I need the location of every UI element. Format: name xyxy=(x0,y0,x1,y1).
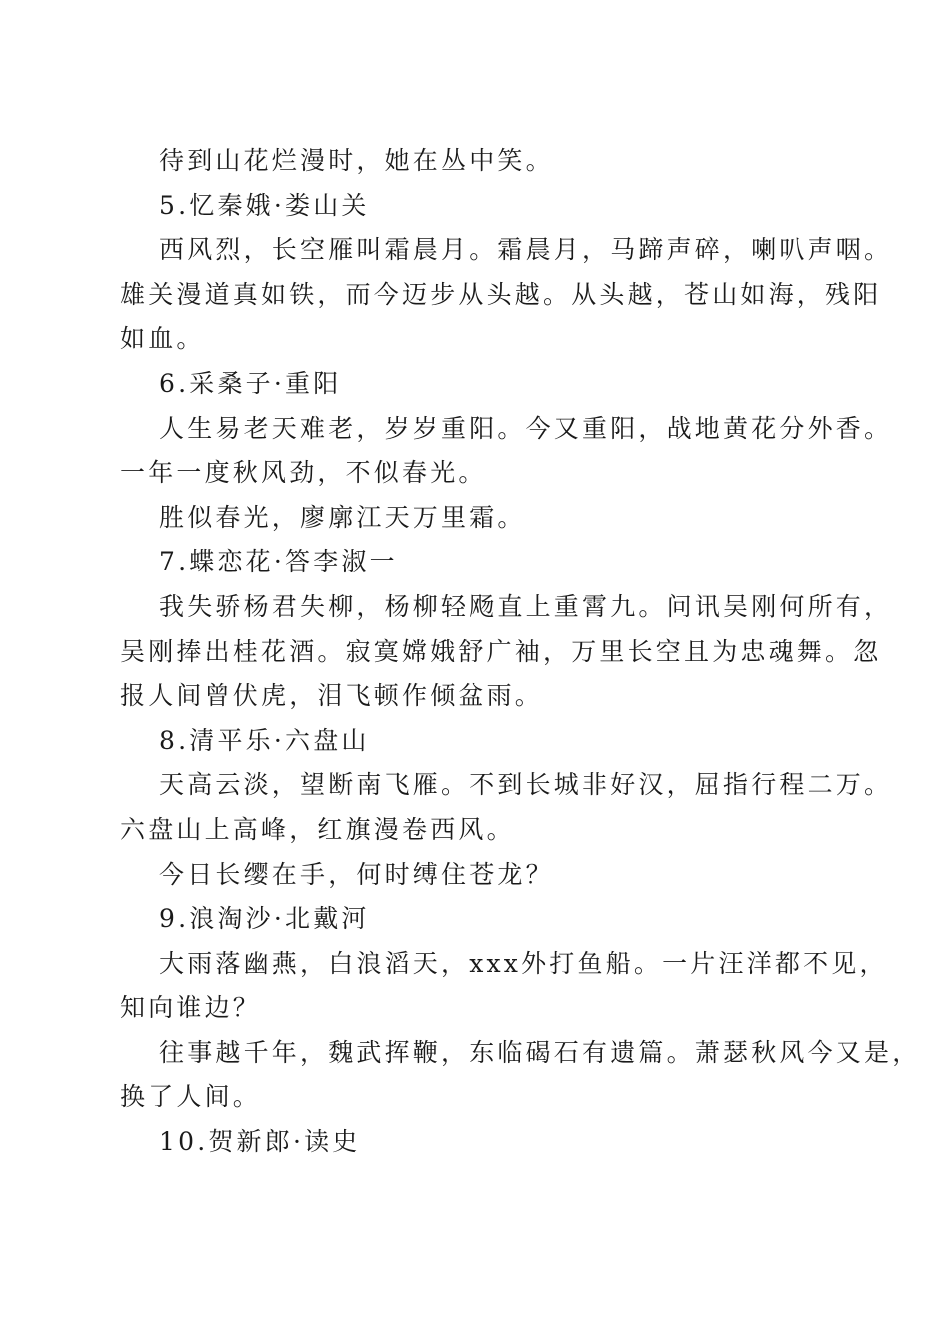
poem-line: 往事越千年，魏武挥鞭，东临碣石有遗篇。萧瑟秋风今又是， xyxy=(159,1037,921,1067)
poem-line: 六盘山上高峰，红旗漫卷西风。 xyxy=(120,814,515,844)
poem-line: 今日长缨在手，何时缚住苍龙？ xyxy=(159,859,554,889)
poem-heading: 10.贺新郎·读史 xyxy=(159,1127,361,1157)
poem-line: 一年一度秋风劲，不似春光。 xyxy=(120,458,487,488)
poem-line: 人生易老天难老，岁岁重阳。今又重阳，战地黄花分外香。 xyxy=(159,413,893,443)
poem-line: 知向谁边？ xyxy=(120,993,262,1023)
poem-heading: 9.浪淘沙·北戴河 xyxy=(159,904,370,934)
poem-line: 换了人间。 xyxy=(120,1082,262,1112)
poem-line: 天高云淡，望断南飞雁。不到长城非好汉，屈指行程二万。 xyxy=(159,770,893,800)
poem-line: 报人间曾伏虎，泪飞顿作倾盆雨。 xyxy=(120,681,544,711)
poem-line: 吴刚捧出桂花酒。寂寞嫦娥舒广袖，万里长空且为忠魂舞。忽 xyxy=(120,636,882,666)
poem-line: 胜似春光，廖廓江天万里霜。 xyxy=(159,502,526,532)
poem-heading: 6.采桑子·重阳 xyxy=(159,368,342,398)
poem-line: 大雨落幽燕，白浪滔天，xxx外打鱼船。一片汪洋都不见， xyxy=(159,948,888,978)
poem-heading: 8.清平乐·六盘山 xyxy=(159,725,370,755)
poem-heading: 7.蝶恋花·答李淑一 xyxy=(159,547,398,577)
poem-heading: 5.忆秦娥·娄山关 xyxy=(159,190,370,220)
poem-line: 我失骄杨君失柳，杨柳轻飏直上重霄九。问讯吴刚何所有， xyxy=(159,591,893,621)
poem-line: 如血。 xyxy=(120,324,205,354)
poem-line: 西风烈，长空雁叫霜晨月。霜晨月，马蹄声碎，喇叭声咽。 xyxy=(159,235,893,265)
poem-line: 雄关漫道真如铁，而今迈步从头越。从头越，苍山如海，残阳 xyxy=(120,279,882,309)
document-page xyxy=(120,139,921,1165)
poem-line: 待到山花烂漫时，她在丛中笑。 xyxy=(159,146,554,175)
